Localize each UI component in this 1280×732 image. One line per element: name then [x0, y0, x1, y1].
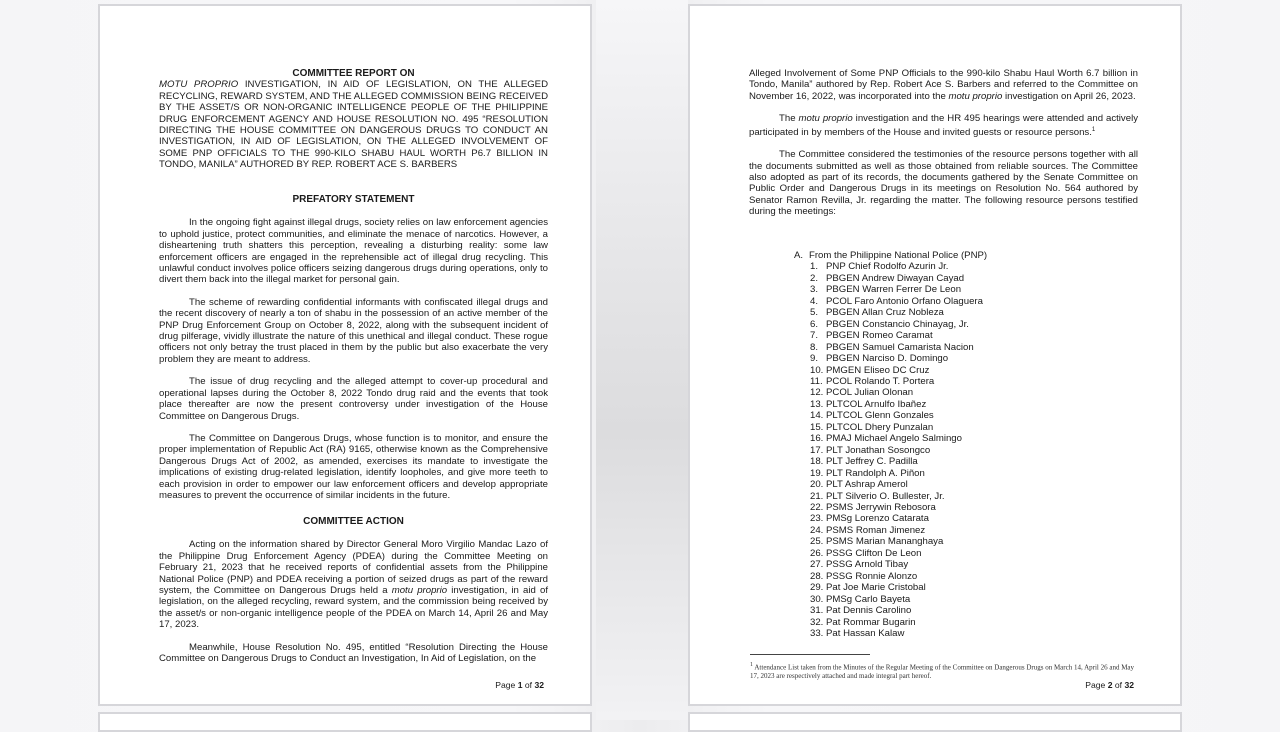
list-item-number: 4. [810, 295, 819, 307]
prefatory-paragraph: The Committee on Dangerous Drugs, whose function is to monitor, and ensure the proper implementation of Republic Act (RA) 9165, otherwise known as the Comprehensive Dangerous Drugs Act of 2002, as amended, exercises its mandate to investigate the implications of existing drug-related legislation, identify loopholes, and give more teeth to each provision in order to empower our law enforcement officers and develop appropriate measures to prevent the occurrence of similar incidents in the future. [159, 432, 548, 501]
document-page-3-edge [98, 712, 592, 732]
resource-person-name: PBGEN Romeo Caramat [826, 330, 933, 342]
paragraph-text: investigation on April 26, 2023. [1002, 90, 1136, 102]
resource-person-item [810, 399, 987, 410]
list-item-number: 3. [810, 284, 819, 296]
action-italic-text: motu proprio [391, 585, 448, 597]
page2-intro [749, 68, 1138, 218]
list-item-number: 21. [810, 490, 824, 502]
list-item-number: 26. [810, 547, 824, 559]
page-label: Page [1085, 680, 1108, 690]
resource-person-name: PCOL Rolando T. Portera [826, 375, 935, 387]
resource-person-item [810, 468, 987, 479]
page-of: of [1112, 680, 1125, 690]
resource-person-name: PLT Silverio O. Bullester, Jr. [826, 490, 945, 502]
current-page: 2 [1107, 680, 1113, 690]
list-item-number: 31. [810, 605, 824, 617]
list-item-number: 9. [810, 353, 819, 365]
resource-person-item [810, 422, 987, 433]
resource-person-name: PLT Ashrap Amerol [826, 479, 908, 491]
resource-person-name: PSMS Roman Jimenez [826, 524, 926, 536]
paragraph-italic-text: motu proprio [798, 113, 853, 125]
resource-person-name: PMGEN Eliseo DC Cruz [826, 364, 930, 376]
action-paragraph: Meanwhile, House Resolution No. 495, entitled “Resolution Directing the House Committee on Dangerous Drugs to Conduct an Investigation, In Aid of Legislation, on the [159, 641, 548, 665]
resource-person-item [810, 582, 987, 593]
resource-person-item [810, 319, 987, 330]
resource-person-item [810, 559, 987, 570]
action-paragraph [159, 539, 548, 630]
resource-person-item [810, 353, 987, 364]
list-item-number: 16. [810, 433, 824, 445]
resource-person-item [810, 261, 987, 272]
paragraph-text: Alleged Involvement of Some PNP Officials to the 990-kilo Shabu Haul Worth 6.7 billion in Tondo, Manila” authored by Rep. Robert Ace S. Barbers and referred to the Committee on November 16, 2022, was incorporated into the [749, 68, 1138, 102]
resource-person-name: PMSg Carlo Bayeta [826, 593, 911, 605]
list-item-number: 10. [810, 364, 824, 376]
resource-person-name: PBGEN Narciso D. Domingo [826, 353, 949, 365]
resource-person-item [810, 628, 987, 639]
list-item-number: 24. [810, 524, 824, 536]
list-letter: A. [794, 250, 804, 261]
resource-persons-list [794, 250, 987, 639]
list-item-number: 2. [810, 272, 819, 284]
resource-person-name: PBGEN Samuel Camarista Nacion [826, 341, 974, 353]
list-item-number: 11. [810, 375, 823, 387]
resource-person-item [810, 548, 987, 559]
prefatory-paragraph: In the ongoing fight against illegal drugs, society relies on law enforcement agencies to uphold justice, protect communities, and eliminate the menace of narcotics. However, a disheartening truth shatters this perception, revealing a disturbing reality: some law enforcement officers are engaged in the reprehensible act of illegal drug recycling. This unlawful conduct involves police officers seizing dangerous drugs during operations, only to divert them back into the illegal market for personal gain. [159, 217, 548, 286]
prefatory-heading: PREFATORY STATEMENT [292, 194, 415, 205]
hearings-paragraph [749, 113, 1138, 138]
document-page-2 [688, 4, 1182, 706]
resource-person-item [810, 502, 987, 513]
list-item-number: 33. [810, 627, 824, 639]
footnote-number: 1 [750, 662, 753, 668]
resource-person-name: Pat Dennis Carolino [826, 605, 912, 617]
resource-person-name: PLT Randolph A. Piñon [826, 467, 925, 479]
resource-person-item [810, 571, 987, 582]
list-item-number: 17. [810, 444, 824, 456]
action-text: investigation, in aid of legislation, on the alleged recycling, reward system, and the commission being received by the asset/s or non-organic intelligence people of the PDEA on March 14, April 26 and May 17, 2023. [159, 585, 549, 631]
resource-person-item [810, 307, 987, 318]
resource-person-item [810, 605, 987, 616]
resource-person-name: PLT Jeffrey C. Padilla [826, 456, 918, 468]
list-item-number: 1. [810, 261, 819, 273]
resource-person-name: PBGEN Warren Ferrer De Leon [826, 284, 962, 296]
page-gutter [596, 0, 688, 720]
prefatory-paragraph: The issue of drug recycling and the alleged attempt to cover-up procedural and operational lapses during the October 8, 2022 Tondo drug raid and the events that took place thereafter are now the present controversy under investigation of the House Committee on Dangerous Drugs. [159, 376, 548, 422]
resource-person-name: PMAJ Michael Angelo Salmingo [826, 433, 962, 445]
resource-person-name: Pat Hassan Kalaw [826, 627, 905, 639]
resource-person-item [810, 513, 987, 524]
resource-person-name: PSSG Clifton De Leon [826, 547, 922, 559]
resource-person-item [810, 410, 987, 421]
report-title-heading: COMMITTEE REPORT ON [292, 68, 415, 79]
total-pages: 32 [1124, 680, 1134, 690]
resource-person-item [810, 365, 987, 376]
resource-person-item [810, 445, 987, 456]
committee-action-heading: COMMITTEE ACTION [303, 516, 404, 527]
continuation-paragraph [749, 68, 1138, 102]
list-item-number: 13. [810, 398, 824, 410]
resource-person-item [810, 433, 987, 444]
resource-person-item [810, 456, 987, 467]
action-text: Acting on the information shared by Director General Moro Virgilio Mandac Lazo of the Philippine Drug Enforcement Agency (PDEA) during the Committee Meeting on February 21, 2023 that he received reports of confidential assets from the Philippine National Police (PNP) and PDEA receiving a portion of seized drugs as part of the reward system, the Committee on Dangerous Drugs held a [159, 539, 548, 597]
resource-person-name: PBGEN Andrew Diwayan Cayad [826, 272, 965, 284]
resource-person-name: PBGEN Allan Cruz Nobleza [826, 307, 944, 319]
resource-person-item [810, 617, 987, 628]
list-item-number: 19. [810, 467, 824, 479]
resource-person-name: PSMS Jerrywin Rebosora [826, 501, 936, 513]
prefatory-section [159, 194, 548, 501]
document-page-4-edge [688, 712, 1182, 732]
resource-person-item [810, 284, 987, 295]
resource-person-name: PCOL Faro Antonio Orfano Olaguera [826, 295, 983, 307]
resource-person-name: PCOL Julian Olonan [826, 387, 914, 399]
paragraph-text: The [779, 113, 799, 125]
resource-person-item [810, 387, 987, 398]
resource-person-name: PLTCOL Glenn Gonzales [826, 410, 934, 422]
list-section-heading [794, 250, 987, 261]
prefatory-paragraph: The scheme of rewarding confidential informants with confiscated illegal drugs and the recent discovery of nearly a ton of shabu in the possession of an active member of the PNP Drug Enforcement Group on October 8, 2022, along with the subsequent incident of drug pilferage, vividly illustrate the nature of this unethical and illegal conduct. These rogue officers not only betray the trust placed in them by the public but also exacerbate the very problem they are meant to address. [159, 296, 548, 365]
list-item-number: 14. [810, 410, 824, 422]
footnote-text: Attendance List taken from the Minutes of the Regular Meeting of the Committee on Dangerous Drugs on March 14, April 26 and May 17, 2023 are respectively attached and made integral part hereof. [750, 663, 1135, 681]
resource-person-name: Pat Rommar Bugarin [826, 616, 916, 628]
resource-person-name: PBGEN Constancio Chinayag, Jr. [826, 318, 969, 330]
report-title-block [159, 68, 548, 171]
footnote-reference[interactable]: 1 [1091, 126, 1096, 133]
list-item-number: 7. [810, 330, 819, 342]
page-number [495, 680, 544, 690]
resource-person-item [810, 376, 987, 387]
list-item-number: 32. [810, 616, 824, 628]
page-of: of [522, 680, 535, 690]
list-item-number: 22. [810, 501, 824, 513]
paragraph-text: investigation and the HR 495 hearings were attended and actively participated in by members of the House and invited guests or resource persons. [749, 113, 1138, 138]
resource-person-item [810, 273, 987, 284]
resource-person-item [810, 479, 987, 490]
page-number [1085, 680, 1134, 690]
list-item-number: 28. [810, 570, 824, 582]
resource-person-item [810, 342, 987, 353]
paragraph-italic-text: motu proprio [948, 90, 1003, 102]
list-item-number: 25. [810, 536, 824, 548]
report-title [159, 79, 548, 170]
resource-person-name: PLTCOL Arnulfo Ibañez [826, 398, 927, 410]
list-item-number: 18. [810, 456, 824, 468]
report-title-text: INVESTIGATION, IN AID OF LEGISLATION, ON THE ALLEGED RECYCLING, REWARD SYSTEM, AND THE ALLEGED COMMISSION BEING RECEIVED BY THE ASSET/S OR NON-ORGANIC INTELLIGENCE PEOPLE OF THE PHILIPPINE DRUG ENFORCEMENT AGENCY AND HOUSE RESOLUTION NO. 495 “RESOLUTION DIRECTING THE HOUSE COMMITTEE ON DANGEROUS DRUGS TO CONDUCT AN INVESTIGATION, IN AID OF LEGISLATION, ON THE ALLEGED INVOLVEMENT OF SOME PNP OFFICIALS TO THE 990-KILO SHABU HAUL WORTH P6.7 BILLION IN TONDO, MANILA” AUTHORED BY REP. ROBERT ACE S. BARBERS [159, 79, 549, 171]
list-heading-text: From the Philippine National Police (PNP) [809, 250, 988, 261]
resource-person-name: PSSG Ronnie Alonzo [826, 570, 918, 582]
resource-person-name: PMSg Lorenzo Catarata [826, 513, 929, 525]
list-item-number: 12. [810, 387, 824, 399]
list-item-number: 30. [810, 593, 824, 605]
list-item-number: 15. [810, 421, 824, 433]
resource-person-item [810, 536, 987, 547]
page-label: Page [495, 680, 518, 690]
footnote-separator [750, 654, 870, 655]
document-page-1 [98, 4, 592, 706]
resource-person-item [810, 330, 987, 341]
list-item-number: 5. [810, 307, 819, 319]
resource-person-item [810, 594, 987, 605]
resource-person-name: PNP Chief Rodolfo Azurin Jr. [826, 261, 949, 273]
list-item-number: 6. [810, 318, 819, 330]
current-page: 1 [517, 680, 523, 690]
list-item-number: 23. [810, 513, 824, 525]
list-item-number: 8. [810, 341, 819, 353]
total-pages: 32 [534, 680, 544, 690]
resource-person-item [810, 296, 987, 307]
footnote [750, 661, 1140, 681]
testimonies-paragraph: The Committee considered the testimonies of the resource persons together with all the documents submitted as well as those obtained from reliable sources. The Committee also adopted as part of its records, the documents gathered by the Senate Committee on Public Order and Dangerous Drugs in its meetings on Resolution No. 564 authored by Senator Ramon Revilla, Jr. regarding the matter. The following resource persons testified during the meetings: [749, 149, 1138, 218]
committee-action-section [159, 516, 548, 664]
list-item-number: 27. [810, 559, 824, 571]
resource-person-item [810, 491, 987, 502]
resource-person-item [810, 525, 987, 536]
names-list [794, 261, 987, 639]
resource-person-name: PLTCOL Dhery Punzalan [826, 421, 934, 433]
report-title-italic: MOTU PROPRIO [159, 79, 239, 91]
resource-person-name: PSMS Marian Mananghaya [826, 536, 944, 548]
list-item-number: 20. [810, 479, 824, 491]
list-item-number: 29. [810, 582, 824, 594]
resource-person-name: PSSG Arnold Tibay [826, 559, 909, 571]
resource-person-name: PLT Jonathan Sosongco [826, 444, 931, 456]
resource-person-name: Pat Joe Marie Cristobal [826, 582, 926, 594]
